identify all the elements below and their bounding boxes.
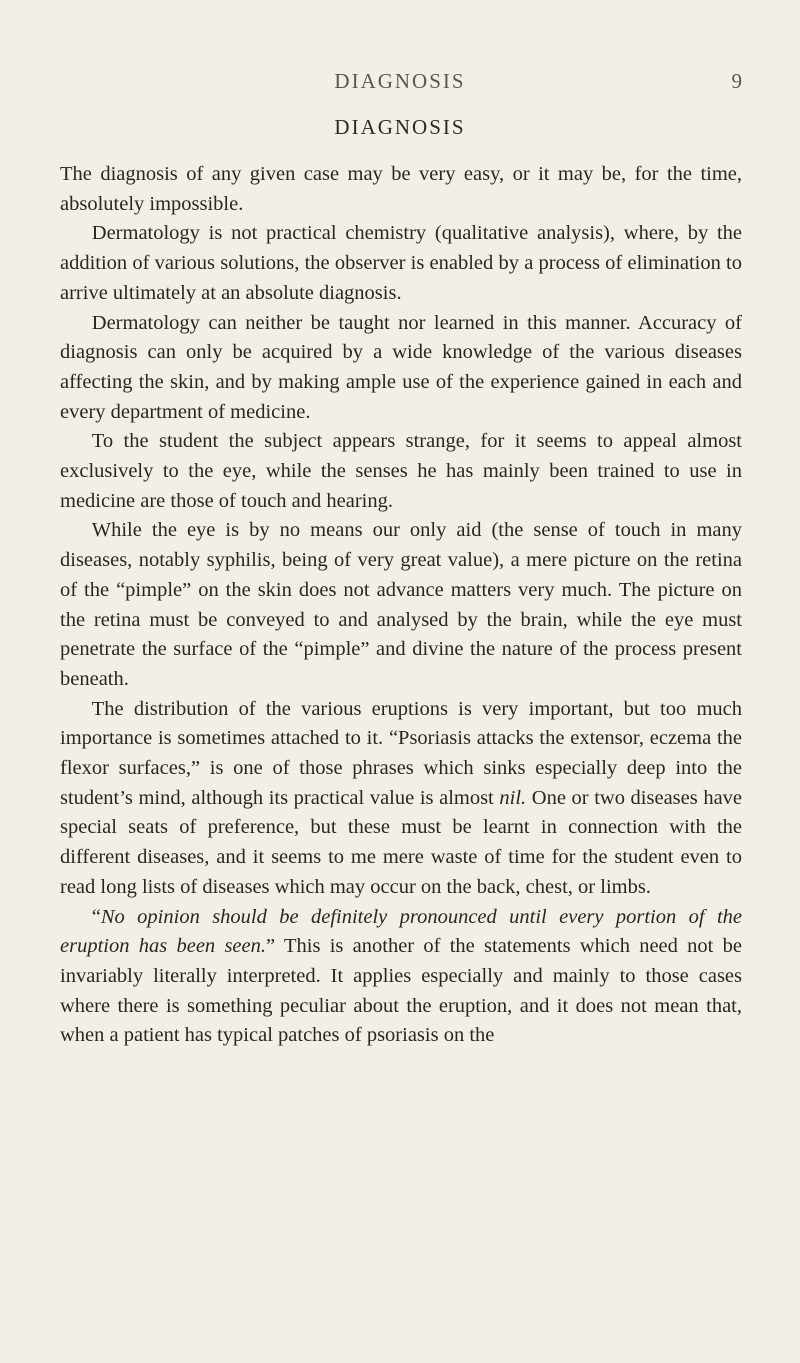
paragraph-7-italic-quote: No opinion should be definitely pronounced until every portion of the eruption has been seen. — [60, 905, 742, 958]
paragraph-6-text-before: The distribution of the various eruptions is very important, but too much importance is sometimes attached to it. “Psoriasis attacks the extensor, eczema the flexor surfaces,” is one of those phrases which sinks especially deep into the student’s mind, although its practical value is almost — [60, 697, 742, 809]
paragraph-7-text-after: ” This is another of the statements which need not be invariably literally interpreted. It applies especially and mainly to those cases where there is something peculiar about the eruption, and it does not mean that, when a patient has typical patches of psoriasis on the — [60, 935, 742, 1047]
paragraph-5: While the eye is by no means our only aid (the sense of touch in many diseases, notably syphilis, being of very great value), a mere picture on the retina of the “pimple” on the skin does not advance matters very much. The picture on the retina must be conveyed to and analysed by the brain, while the eye must penetrate the surface of the “pimple” and divine the nature of the process present beneath. — [60, 519, 742, 690]
paragraph-6-italic: nil. — [499, 786, 527, 809]
paragraph-6 — [60, 695, 742, 903]
paragraph-7 — [60, 903, 742, 1052]
chapter-title: DIAGNOSIS — [334, 115, 466, 139]
paragraph-6-text-after: One or two diseases have special seats of preference, but these must be learnt in connection with the different diseases, and it seems to me mere waste of time for the student even to read long lists of diseases which may occur on the back, chest, or limbs. — [60, 786, 743, 898]
paragraph-7-open-quote: “ — [91, 905, 101, 928]
paragraph-1: The diagnosis of any given case may be very easy, or it may be, for the time, absolutely impossible. — [60, 163, 742, 215]
paragraph-3: Dermatology can neither be taught nor learned in this manner. Accuracy of diagnosis can only be acquired by a wide knowledge of the various diseases affecting the skin, and by making ample use of the experience gained in each and every department of medicine. — [60, 311, 742, 423]
body-text — [60, 160, 742, 1051]
page-number: 9 — [731, 69, 742, 93]
running-head — [0, 66, 800, 96]
paragraph-2: Dermatology is not practical chemistry (qualitative analysis), where, by the addition of various solutions, the observer is enabled by a process of elimination to arrive ultimately at an absolute diagnosis. — [60, 222, 742, 304]
running-title: DIAGNOSIS — [334, 69, 466, 93]
paragraph-4: To the student the subject appears strange, for it seems to appeal almost exclusively to the eye, while the senses he has mainly been trained to use in medicine are those of touch and hearing. — [60, 430, 742, 512]
